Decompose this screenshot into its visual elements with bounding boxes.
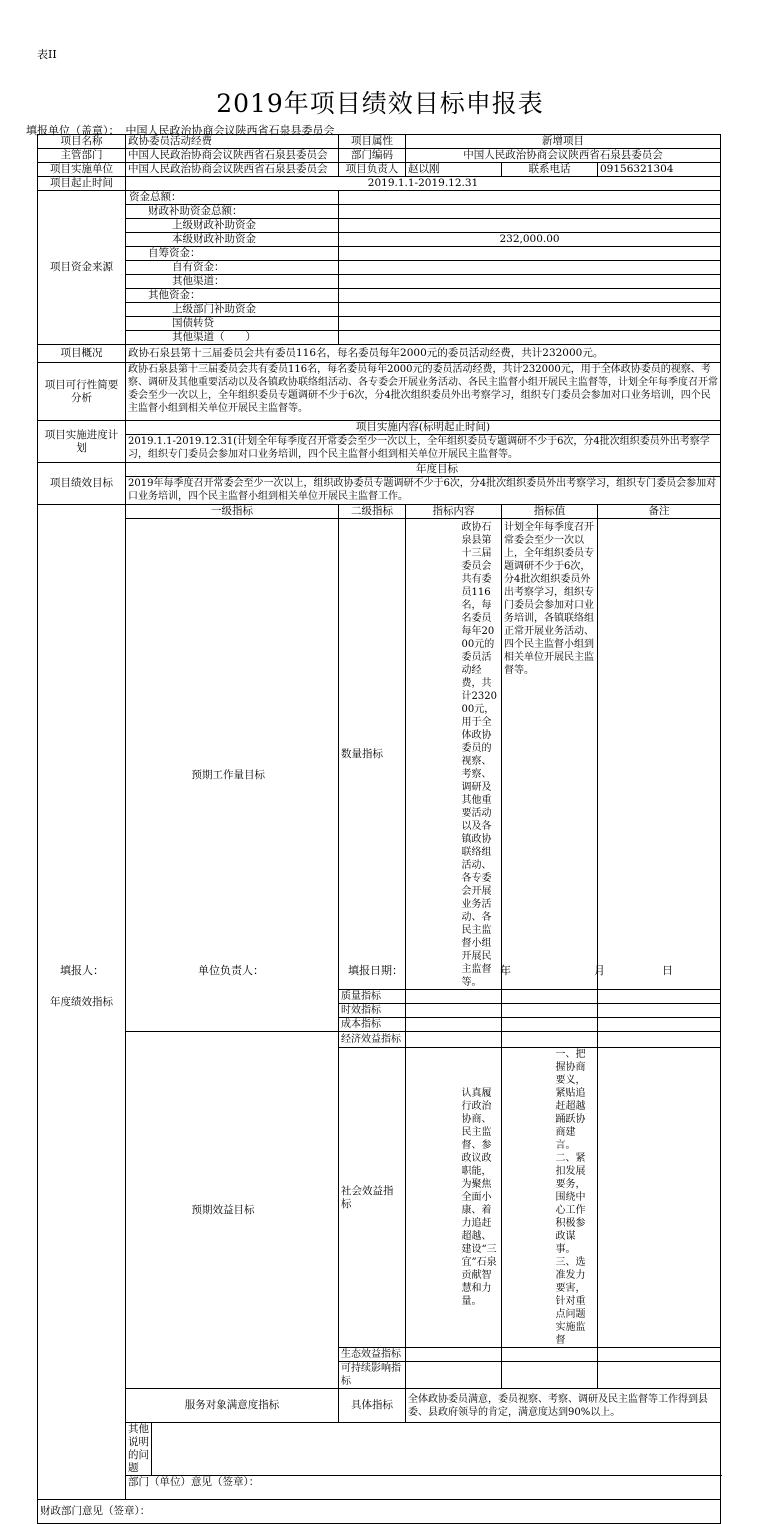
impl-unit-label: 项目实施单位	[38, 163, 126, 177]
fund-row: 自筹资金：	[126, 247, 339, 261]
level2-header: 二级指标	[339, 505, 406, 519]
quantity-value: 计划全年每季度召开常委会至少一次以上，全年组织委员专题调研不少于6次，分4批次组织委员外出考察学习，组织专门委员会参加对口业务培训，各镇联络组正常开展业务活动、四个民主监督小组到相关单位开展民主监督等。	[502, 519, 598, 990]
other-value	[152, 1423, 721, 1476]
period-label: 项目起止时间	[38, 177, 126, 191]
indicators-label: 年度绩效指标	[38, 505, 126, 1500]
day-label: 日	[662, 964, 673, 977]
schedule-text: 2019.1.1-2019.12.31(计划全年每季度召开常委会至少一次以上，全年组织委员专题调研不少于6次，分4批次组织委员外出考察学习，组织专门委员会参加对口业务培训，四个民主监督小组到相关单位开展民主监督等。	[126, 435, 721, 463]
reporting-unit-value: 中国人民政治协商会议陕西省石泉县委员会	[125, 124, 335, 137]
fund-value	[339, 303, 721, 317]
benefit-label: 预期效益目标	[152, 1032, 339, 1389]
sustain-note	[598, 1362, 721, 1389]
social-content: 认真履行政治协商、民主监督、参政议政职能，为聚焦全面小康、着力追赶超越、建设“三宜”石泉贡献智慧和力量。	[460, 1048, 502, 1348]
perf-goal-text: 2019年每季度召开常委会至少一次以上，组织政协委员专题调研不少于6次，分4批次组织委员外出考察学习，组织专门委员会参加对口业务培训，四个民主监督小组到相关单位开展民主监督工作。	[126, 477, 721, 505]
dept-label: 主管部门	[38, 149, 126, 163]
fund-value	[339, 317, 721, 331]
eco-value	[502, 1348, 598, 1362]
finance-opinion: 财政部门意见（签章）：	[38, 1500, 721, 1524]
overview-label: 项目概况	[38, 345, 126, 363]
cost-label: 成本指标	[339, 1018, 406, 1032]
fund-value	[339, 275, 721, 289]
satisfaction-label: 服务对象满意度指标	[126, 1389, 339, 1423]
economic-content	[406, 1032, 502, 1048]
overview-text: 政协石泉县第十三届委员会共有委员116名，每名委员每年2000元的委员活动经费，共计232000元。	[126, 345, 721, 363]
fund-value	[339, 289, 721, 303]
performance-table	[37, 134, 721, 1524]
schedule-label: 项目实施进度计划	[38, 421, 126, 463]
fund-row: 其他资金：	[126, 289, 339, 303]
date-label: 填报日期：	[348, 964, 403, 977]
sustain-label: 可持续影响指标	[339, 1362, 406, 1389]
level1-header: 一级指标	[126, 505, 339, 519]
fund-row: 财政补助资金总额：	[126, 205, 339, 219]
note-header: 备注	[598, 505, 721, 519]
quality-label: 质量指标	[339, 990, 406, 1004]
sustain-value	[502, 1362, 598, 1389]
satisfaction-text: 全体政协委员满意，委员视察、考察、调研及民主监督等工作得到县委、县政府领导的肯定，满意度达到90%以上。	[406, 1389, 721, 1423]
quantity-content: 政协石泉县第十三届委员会共有委员116名，每名委员每年2000元的委员活动经费，共计232000元，用于全体政协委员的视察、考察、调研及其他重要活动以及各镇政协联络组活动、各专委会开展业务活动、各民主监督小组开展民主监督等。	[460, 519, 502, 990]
economic-note	[598, 1032, 721, 1048]
social-label: 社会效益指标	[339, 1048, 406, 1348]
phone-label: 联系电话	[502, 163, 598, 177]
fund-value	[339, 261, 721, 275]
dept-code-label: 部门编码	[339, 149, 406, 163]
quantity-note	[598, 519, 721, 990]
year-label: 年	[500, 964, 511, 977]
funds-label: 项目资金来源	[38, 191, 126, 345]
page-title: 2019年项目绩效目标申报表	[216, 89, 544, 118]
fund-value	[339, 219, 721, 233]
eco-content	[406, 1348, 502, 1362]
fund-value	[339, 331, 721, 345]
project-attr-label: 项目属性	[339, 135, 406, 149]
dept-opinion: 部门（单位）意见（签章）：	[126, 1476, 721, 1500]
schedule-header: 项目实施内容(标明起止时间)	[126, 421, 721, 435]
fund-row: 上级部门补助资金	[126, 303, 339, 317]
timeliness-value	[502, 1004, 598, 1018]
phone-value: 09156321304	[598, 163, 721, 177]
social-note	[598, 1048, 721, 1348]
leader-label: 项目负责人	[339, 163, 406, 177]
other-label: 其他说明的问题	[126, 1423, 152, 1476]
month-label: 月	[594, 964, 605, 977]
leader-value: 赵以刚	[406, 163, 502, 177]
reporting-unit-label: 填报单位（盖章）：	[26, 124, 120, 137]
indicator-indent	[126, 519, 152, 1032]
perf-goal-header: 年度目标	[126, 463, 721, 477]
sustain-content	[406, 1362, 502, 1389]
fund-value	[339, 205, 721, 219]
fund-value	[339, 191, 721, 205]
cost-value	[502, 1018, 598, 1032]
dept-code-value: 中国人民政治协商会议陕西省石泉县委员会	[406, 149, 721, 163]
project-name: 政协委员活动经费	[126, 135, 339, 149]
quality-value	[502, 990, 598, 1004]
economic-label: 经济效益指标	[339, 1032, 406, 1048]
fund-row: 自有资金：	[126, 261, 339, 275]
social-value: 一、把握协商要义，紧贴追赶超越踊跃协商建言。二、紧扣发展要务，围绕中心工作积极参政谋事。三、选准发力要害，针对重点问题实施监督	[554, 1048, 598, 1348]
project-attr: 新增项目	[406, 135, 721, 149]
workload-label: 预期工作量目标	[152, 519, 339, 1032]
unit-leader-label: 单位负责人：	[198, 964, 264, 977]
dept-value: 中国人民政治协商会议陕西省石泉县委员会	[126, 149, 339, 163]
economic-value	[502, 1032, 598, 1048]
fund-value: 232,000.00	[339, 233, 721, 247]
feasibility-text: 政协石泉县第十三届委员会共有委员116名，每名委员每年2000元的委员活动经费，共计232000元，用于全体政协委员的视察、考察、调研及其他重要活动以及各镇政协联络组活动、各专委会开展业务活动、各民主监督小组开展民主监督等，计划全年每季度召开常委会至少一次以上，全年组织委员专题调研不少于6次，分4批次组织委员外出考察学习，组织专门委员会参加对口业务培训，四个民主监督小组到相关单位开展民主监督等。	[126, 363, 721, 421]
fund-row: 上级财政补助资金	[126, 219, 339, 233]
fund-row: 其他渠道（ ）	[126, 331, 339, 345]
specific-label: 具体指标	[339, 1389, 406, 1423]
filler-label: 填报人：	[60, 964, 104, 977]
fund-value	[339, 247, 721, 261]
impl-unit: 中国人民政治协商会议陕西省石泉县委员会	[126, 163, 339, 177]
quality-note	[598, 990, 721, 1004]
fund-row: 其他渠道：	[126, 275, 339, 289]
eco-label: 生态效益指标	[339, 1348, 406, 1362]
cost-note	[598, 1018, 721, 1032]
cost-content	[406, 1018, 502, 1032]
period-value: 2019.1.1-2019.12.31	[126, 177, 721, 191]
content-spacer	[406, 1048, 460, 1348]
feasibility-label: 项目可行性简要分析	[38, 363, 126, 421]
corner-mark: 表II	[37, 48, 57, 61]
value-header: 指标值	[502, 505, 598, 519]
fund-row: 国债转贷	[126, 317, 339, 331]
timeliness-content	[406, 1004, 502, 1018]
fund-row: 资金总额：	[126, 191, 339, 205]
project-name-label: 项目名称	[38, 135, 126, 149]
value-spacer	[502, 1048, 554, 1348]
content-header: 指标内容	[406, 505, 502, 519]
indicator-indent	[126, 1032, 152, 1389]
timeliness-note	[598, 1004, 721, 1018]
quality-content	[406, 990, 502, 1004]
content-spacer	[406, 519, 460, 990]
fund-row: 本级财政补助资金	[126, 233, 339, 247]
quantity-label: 数量指标	[339, 519, 406, 990]
timeliness-label: 时效指标	[339, 1004, 406, 1018]
perf-goal-label: 项目绩效目标	[38, 463, 126, 505]
eco-note	[598, 1348, 721, 1362]
